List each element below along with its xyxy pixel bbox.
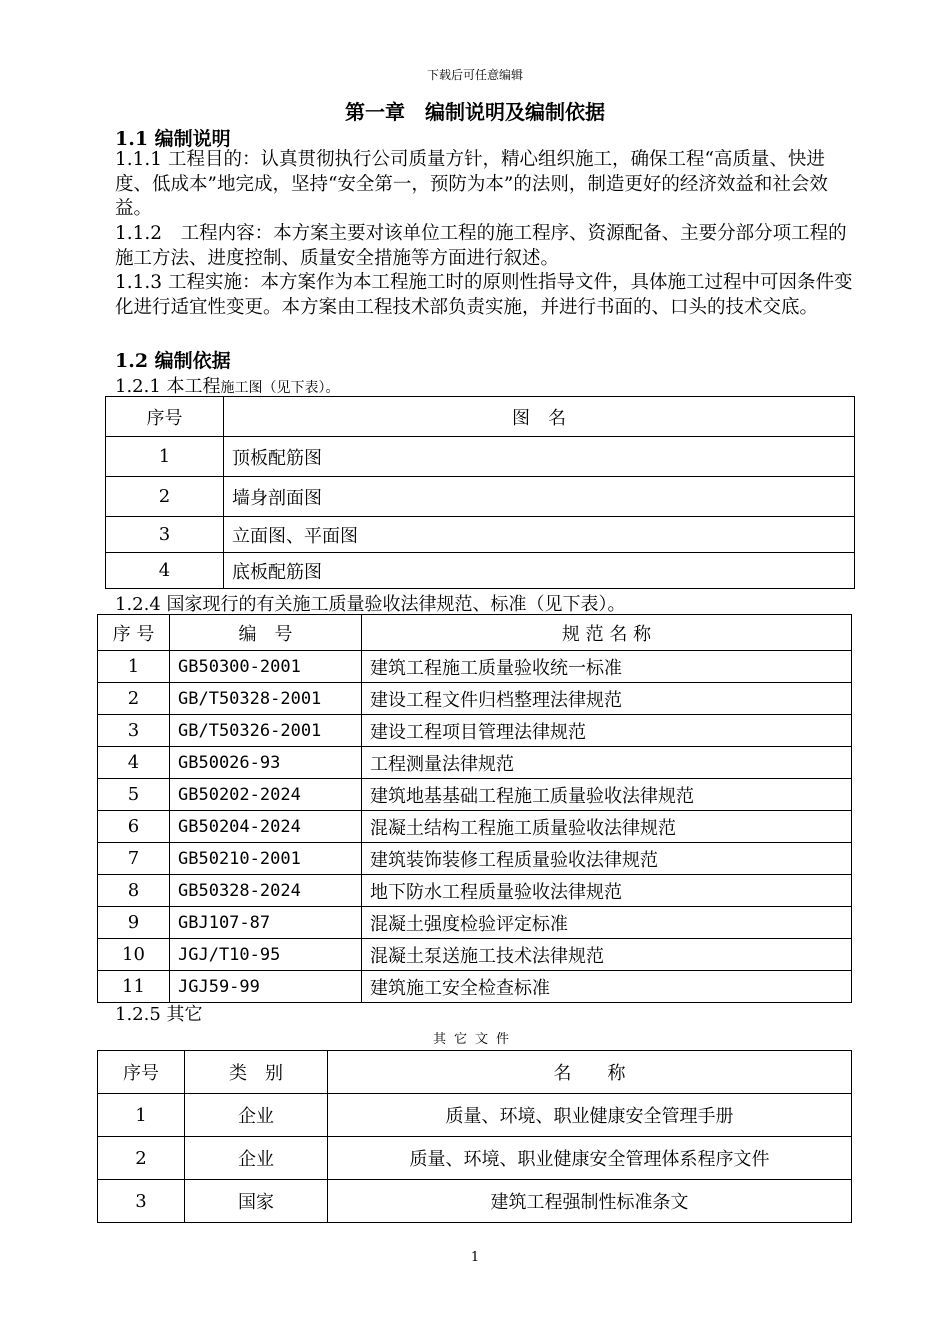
table-row	[98, 1094, 852, 1137]
cell-standard-name: 地下防水工程质量验收法律规范	[362, 875, 852, 907]
cell-code: GB/T50326-2001	[170, 715, 362, 747]
chapter-title: 第一章 编制说明及编制依据	[345, 100, 605, 124]
cell-drawing-name: 立面图、平面图	[224, 517, 855, 553]
drawings-table	[105, 396, 855, 589]
cell-standard-name: 建设工程文件归档整理法律规范	[362, 683, 852, 715]
table-caption: 其它文件	[432, 1032, 517, 1047]
cell-standard-name: 建设工程项目管理法律规范	[362, 715, 852, 747]
table-row	[98, 907, 852, 939]
other-documents-table	[97, 1050, 852, 1223]
table-row	[98, 875, 852, 907]
table-row	[98, 683, 852, 715]
header-note: 下载后可任意编辑	[426, 68, 523, 82]
line-1-2-5: 1.2.5 其它	[115, 1004, 203, 1025]
paragraph-1-1-1: 1.1.1 工程目的：认真贯彻执行公司质量方针，精心组织施工，确保工程“高质量、快进度、低成本”地完成，坚持“安全第一，预防为本”的法则，制造更好的经济效益和社会效益。	[115, 149, 828, 219]
cell-drawing-name: 底板配筋图	[224, 553, 855, 589]
cell-no: 1	[98, 1094, 185, 1137]
cell-no: 2	[106, 477, 224, 517]
cell-standard-name: 建筑工程施工质量验收统一标准	[362, 651, 852, 683]
cell-code: GB/T50328-2001	[170, 683, 362, 715]
cell-no: 4	[106, 553, 224, 589]
cell-standard-name: 建筑装饰装修工程质量验收法律规范	[362, 843, 852, 875]
cell-code: GBJ107-87	[170, 907, 362, 939]
header-standard-name: 规 范 名 称	[362, 615, 852, 651]
section-heading-1-1: 1.1 编制说明	[115, 128, 231, 150]
cell-document-name: 质量、环境、职业健康安全管理手册	[328, 1094, 852, 1137]
standards-table	[97, 614, 852, 1003]
cell-no: 3	[98, 715, 170, 747]
cell-code: GB50210-2001	[170, 843, 362, 875]
cell-code: GB50202-2024	[170, 779, 362, 811]
table-row	[106, 477, 855, 517]
cell-no: 10	[98, 939, 170, 971]
cell-standard-name: 工程测量法律规范	[362, 747, 852, 779]
header-drawing-name: 图 名	[224, 397, 855, 437]
table-row	[98, 811, 852, 843]
paragraph-1-1-3: 1.1.3 工程实施：本方案作为本工程施工时的原则性指导文件，具体施工过程中可因条件变化进行适宜性变更。本方案由工程技术部负责实施，并进行书面的、口头的技术交底。	[115, 272, 853, 318]
cell-no: 7	[98, 843, 170, 875]
table-row	[98, 971, 852, 1003]
table-header-row	[98, 615, 852, 651]
table-row	[98, 779, 852, 811]
cell-category: 企业	[185, 1094, 328, 1137]
cell-code: GB50328-2024	[170, 875, 362, 907]
table-row	[98, 939, 852, 971]
cell-no: 9	[98, 907, 170, 939]
cell-document-name: 质量、环境、职业健康安全管理体系程序文件	[328, 1137, 852, 1180]
page-number: 1	[470, 1250, 480, 1265]
cell-code: JGJ/T10-95	[170, 939, 362, 971]
cell-no: 11	[98, 971, 170, 1003]
table-row	[106, 553, 855, 589]
line-1-2-4: 1.2.4 国家现行的有关施工质量验收法律规范、标准（见下表）。	[115, 594, 626, 615]
cell-document-name: 建筑工程强制性标准条文	[328, 1180, 852, 1223]
table-row	[106, 437, 855, 477]
table-row	[98, 715, 852, 747]
header-code: 编 号	[170, 615, 362, 651]
cell-no: 4	[98, 747, 170, 779]
table-row	[106, 517, 855, 553]
cell-no: 5	[98, 779, 170, 811]
header-no: 序号	[106, 397, 224, 437]
cell-no: 8	[98, 875, 170, 907]
line-1-2-1-prefix: 1.2.1 本工程	[115, 376, 221, 397]
cell-standard-name: 建筑施工安全检查标准	[362, 971, 852, 1003]
table-row	[98, 1137, 852, 1180]
cell-no: 6	[98, 811, 170, 843]
line-1-2-1-suffix: 施工图（见下表）。	[220, 380, 340, 396]
cell-code: JGJ59-99	[170, 971, 362, 1003]
header-category: 类 别	[185, 1051, 328, 1094]
cell-standard-name: 混凝土结构工程施工质量验收法律规范	[362, 811, 852, 843]
cell-category: 国家	[185, 1180, 328, 1223]
cell-no: 1	[98, 651, 170, 683]
header-document-name: 名 称	[328, 1051, 852, 1094]
paragraph-1-1-2: 1.1.2 工程内容：本方案主要对该单位工程的施工程序、资源配备、主要分部分项工程的施工方法、进度控制、质量安全措施等方面进行叙述。	[115, 223, 847, 269]
cell-standard-name: 建筑地基基础工程施工质量验收法律规范	[362, 779, 852, 811]
table-row	[98, 651, 852, 683]
cell-code: GB50026-93	[170, 747, 362, 779]
header-no: 序号	[98, 1051, 185, 1094]
line-1-2-1	[115, 372, 340, 398]
cell-no: 3	[98, 1180, 185, 1223]
table-header-row	[98, 1051, 852, 1094]
cell-drawing-name: 墙身剖面图	[224, 477, 855, 517]
table-row	[98, 1180, 852, 1223]
cell-no: 1	[106, 437, 224, 477]
header-no: 序 号	[98, 615, 170, 651]
table-header-row	[106, 397, 855, 437]
table-row	[98, 747, 852, 779]
cell-no: 2	[98, 1137, 185, 1180]
cell-code: GB50204-2024	[170, 811, 362, 843]
cell-drawing-name: 顶板配筋图	[224, 437, 855, 477]
table-row	[98, 843, 852, 875]
cell-code: GB50300-2001	[170, 651, 362, 683]
section-heading-1-2: 1.2 编制依据	[115, 350, 231, 372]
cell-standard-name: 混凝土泵送施工技术法律规范	[362, 939, 852, 971]
cell-no: 3	[106, 517, 224, 553]
cell-no: 2	[98, 683, 170, 715]
cell-standard-name: 混凝土强度检验评定标准	[362, 907, 852, 939]
cell-category: 企业	[185, 1137, 328, 1180]
